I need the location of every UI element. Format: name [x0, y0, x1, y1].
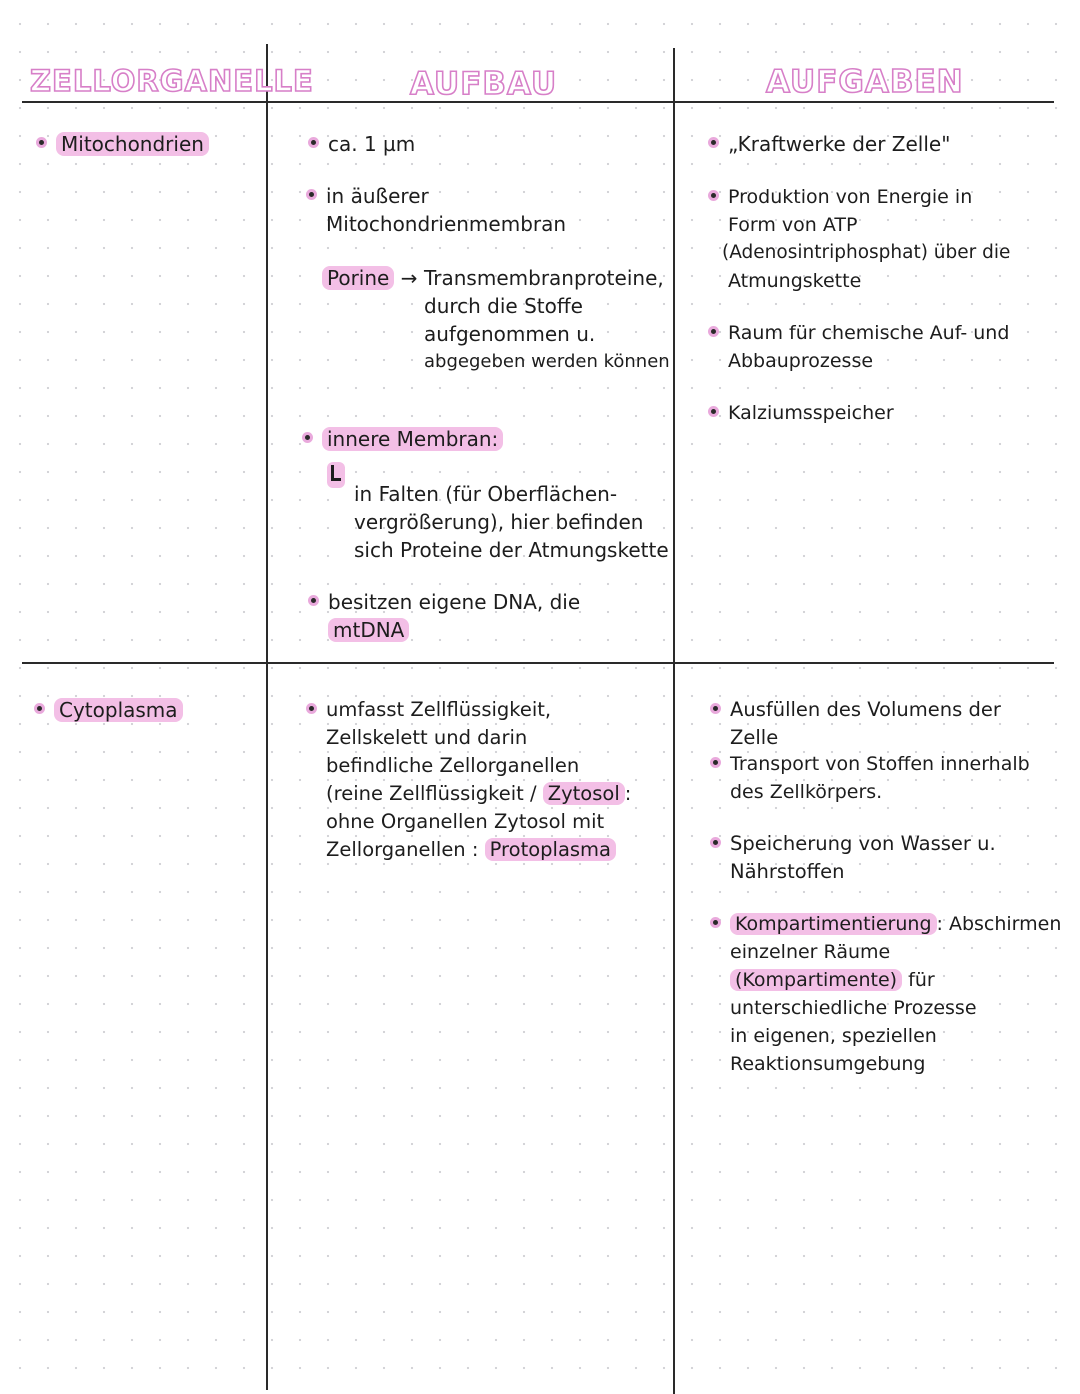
energie-line-2: Form von ATP	[728, 214, 858, 236]
aufbau-size	[328, 130, 415, 158]
cyto-line-4-colon: :	[624, 782, 632, 805]
porine-line-1: Transmembranproteine,	[424, 266, 664, 290]
header-aufbau: AUFBAU	[410, 66, 558, 102]
porine-label-block	[322, 264, 417, 292]
kompart-line-3	[730, 966, 1061, 994]
kompart-line-4: unterschiedliche Prozesse	[730, 997, 977, 1019]
aufgabe-volumen	[730, 696, 1001, 752]
zytosol-label: Zytosol	[543, 782, 625, 805]
cyto-aufbau-line-4	[326, 780, 631, 808]
aufbau-dna	[328, 588, 580, 644]
aufgabe-kraftwerke-text: „Kraftwerke der Zelle"	[728, 132, 951, 156]
inner-line-1: in Falten (für Oberflächen-	[354, 482, 618, 506]
cyto-aufbau-line-1: umfasst Zellflüssigkeit,	[326, 698, 552, 721]
kompartimente-label: (Kompartimente)	[730, 969, 902, 991]
outer-line-2: Mitochondrienmembran	[326, 212, 567, 236]
fuer-text: für	[902, 969, 935, 991]
protoplasma-label: Protoplasma	[485, 838, 616, 861]
volumen-line-1: Ausfüllen des Volumens der	[730, 698, 1001, 721]
aufbau-cytoplasma	[326, 696, 631, 864]
aufgabe-kalzium	[728, 399, 894, 427]
speicherung-line-1: Speicherung von Wasser u.	[730, 832, 996, 855]
transport-line-2: des Zellkörpers.	[730, 781, 883, 803]
row-divider	[22, 662, 1054, 664]
porine-label: Porine	[322, 266, 394, 290]
subpoint-arrow-icon	[327, 462, 345, 488]
cyto-line-4-text: (reine Zellflüssigkeit /	[326, 782, 543, 805]
cyto-aufbau-line-3: befindliche Zellorganellen	[326, 754, 580, 777]
abschirmen-text: : Abschirmen	[936, 913, 1062, 935]
aufgabe-kraftwerke	[728, 130, 950, 158]
porine-arrow: →	[400, 266, 418, 290]
organelle-mitochondrien	[56, 130, 209, 158]
porine-line-4: abgegeben werden können	[424, 351, 670, 372]
aufgabe-raum	[728, 319, 1009, 375]
porine-description	[424, 264, 670, 376]
organelle-name: Cytoplasma	[54, 698, 183, 722]
kompart-line-5: in eigenen, speziellen	[730, 1025, 937, 1047]
kompartimentierung-label: Kompartimentierung	[730, 913, 937, 935]
kompart-line-6: Reaktionsumgebung	[730, 1053, 926, 1075]
aufgabe-speicherung	[730, 830, 996, 886]
inner-membrane-label: innere Membran:	[322, 427, 503, 451]
outer-line-1: in äußerer	[326, 184, 429, 208]
porine-line-3: aufgenommen u.	[424, 322, 596, 346]
energie-line-4: Atmungskette	[728, 270, 862, 292]
raum-line-2: Abbauprozesse	[728, 350, 874, 372]
organelle-cytoplasma	[54, 696, 183, 724]
cyto-aufbau-line-6	[326, 836, 631, 864]
header-aufgaben: AUFGABEN	[766, 64, 964, 100]
energie-line-3: (Adenosintriphosphat) über die	[722, 242, 1011, 263]
inner-membrane-description	[354, 480, 669, 564]
raum-line-1: Raum für chemische Auf- und	[728, 322, 1010, 344]
aufbau-inner-membrane	[322, 425, 503, 453]
dna-line-1: besitzen eigene DNA, die	[328, 590, 581, 614]
column-divider-2	[673, 48, 675, 1394]
energie-line-1: Produktion von Energie in	[728, 186, 973, 208]
kompart-line-1	[730, 910, 1061, 938]
kalzium-text: Kalziumsspeicher	[728, 402, 894, 424]
cyto-aufbau-line-2: Zellskelett und darin	[326, 726, 528, 749]
aufgabe-energie	[722, 183, 1011, 295]
header-zellorganelle: ZELLORGANELLE	[30, 64, 314, 98]
aufbau-size-text: ca. 1 µm	[328, 132, 416, 156]
kompart-line-2: einzelner Räume	[730, 941, 891, 963]
cyto-aufbau-line-5: ohne Organellen Zytosol mit	[326, 810, 605, 833]
cyto-line-6-text: Zellorganellen :	[326, 838, 485, 861]
porine-line-2: durch die Stoffe	[424, 294, 583, 318]
aufgabe-kompartimentierung	[730, 910, 1061, 1078]
inner-line-2: vergrößerung), hier befinden	[354, 510, 644, 534]
aufbau-outer-membrane	[326, 182, 566, 238]
transport-line-1: Transport von Stoffen innerhalb	[730, 753, 1030, 775]
column-divider-1	[266, 44, 268, 1390]
mtdna-label: mtDNA	[328, 618, 409, 642]
volumen-line-2: Zelle	[730, 726, 779, 749]
aufgabe-transport	[730, 750, 1030, 806]
inner-line-3: sich Proteine der Atmungskette	[354, 538, 669, 562]
organelle-name: Mitochondrien	[56, 132, 209, 156]
speicherung-line-2: Nährstoffen	[730, 860, 845, 883]
